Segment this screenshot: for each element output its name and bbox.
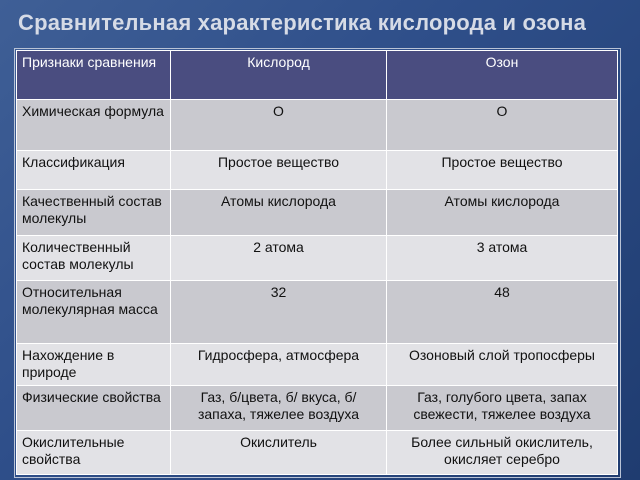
oxygen-value: Газ, б/цвета, б/ вкуса, б/ запаха, тяжелее воздуха (171, 386, 387, 431)
oxygen-value: Простое вещество (171, 151, 387, 190)
table-row (17, 431, 618, 475)
table-header-row (17, 51, 618, 100)
row-label: Относительная молекулярная масса (17, 281, 171, 344)
row-label: Окислительные свойства (17, 431, 171, 475)
ozone-value: 3 атома (387, 236, 618, 281)
oxygen-value: Гидросфера, атмосфера (171, 344, 387, 386)
ozone-value: 48 (387, 281, 618, 344)
row-label: Количественный состав молекулы (17, 236, 171, 281)
header-criteria: Признаки сравнения (17, 51, 171, 100)
table-row (17, 190, 618, 236)
row-label: Химическая формула (17, 100, 171, 151)
table-row (17, 100, 618, 151)
comparison-table (16, 50, 618, 475)
table-row (17, 236, 618, 281)
row-label: Классификация (17, 151, 171, 190)
oxygen-value: Окислитель (171, 431, 387, 475)
oxygen-value: 32 (171, 281, 387, 344)
table-row (17, 386, 618, 431)
oxygen-value: O (171, 100, 387, 151)
table-row (17, 344, 618, 386)
row-label: Физические свойства (17, 386, 171, 431)
ozone-value: Простое вещество (387, 151, 618, 190)
ozone-value: Атомы кислорода (387, 190, 618, 236)
ozone-value: Газ, голубого цвета, запах свежести, тяжелее воздуха (387, 386, 618, 431)
table-row (17, 151, 618, 190)
ozone-value: Озоновый слой тропосферы (387, 344, 618, 386)
table-row (17, 281, 618, 344)
row-label: Нахождение в природе (17, 344, 171, 386)
row-label: Качественный состав молекулы (17, 190, 171, 236)
oxygen-value: 2 атома (171, 236, 387, 281)
ozone-value: O (387, 100, 618, 151)
oxygen-value: Атомы кислорода (171, 190, 387, 236)
header-ozone: Озон (387, 51, 618, 100)
ozone-value: Более сильный окислитель, окисляет серебро (387, 431, 618, 475)
header-oxygen: Кислород (171, 51, 387, 100)
slide-title: Сравнительная характеристика кислорода и озона (18, 10, 587, 35)
